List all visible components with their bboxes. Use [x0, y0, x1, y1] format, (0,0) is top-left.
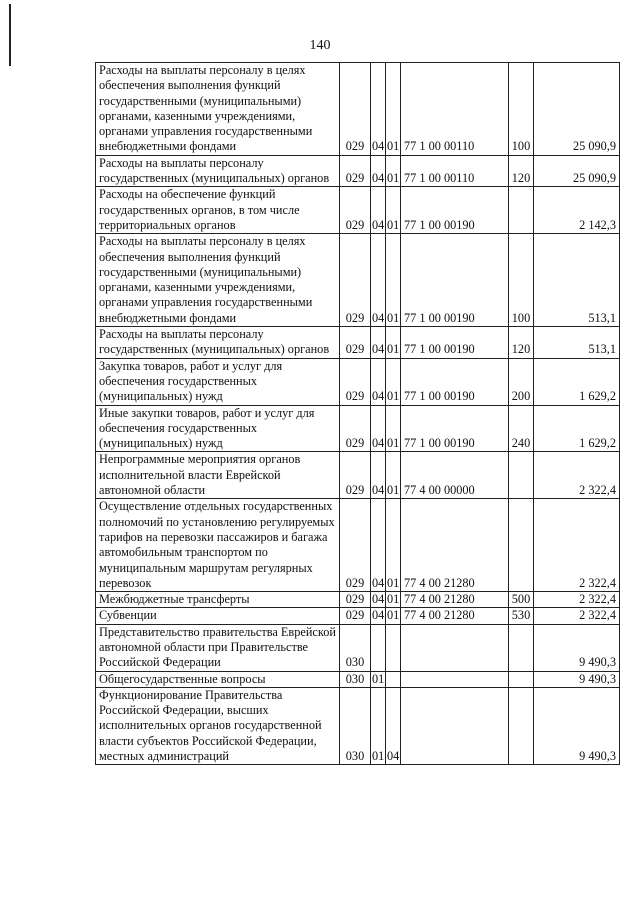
- target-article-code: 77 1 00 00110: [401, 63, 509, 156]
- section-code: 04: [371, 452, 386, 499]
- grbs-code: 029: [340, 358, 371, 405]
- amount: 25 090,9: [534, 63, 620, 156]
- table-row: [96, 592, 620, 608]
- expense-type-code: 500: [509, 592, 534, 608]
- amount: 9 490,3: [534, 687, 620, 764]
- table-row: [96, 452, 620, 499]
- section-code: 04: [372, 592, 385, 607]
- target-article-code: 77 1 00 00190: [401, 358, 509, 405]
- expense-type-code: 100: [509, 234, 534, 327]
- expense-type-code: 120: [509, 155, 534, 187]
- section-code: 04: [371, 405, 386, 452]
- item-name: Осуществление отдельных государственных полномочий по установлению регулируемых тарифов на перевозки пассажиров и багажа автомобильным транспортом по муниципальным маршрутам регулярных перевозок: [96, 499, 340, 592]
- amount: 9 490,3: [534, 671, 620, 687]
- table-row: [96, 624, 620, 671]
- subsection-code: 01: [386, 155, 401, 187]
- table-row: [96, 687, 620, 764]
- amount: 1 629,2: [534, 405, 620, 452]
- amount: 2 322,4: [534, 452, 620, 499]
- section-code: 01: [372, 671, 385, 686]
- grbs-code: 030: [340, 671, 371, 687]
- grbs-code: 029: [340, 234, 371, 327]
- target-article-code: 77 1 00 00190: [401, 327, 509, 359]
- page-number: 140: [309, 38, 331, 53]
- grbs-code: 029: [340, 187, 371, 234]
- table-row: [96, 63, 620, 156]
- table-body: [96, 63, 620, 765]
- target-article-code: 77 1 00 00110: [401, 155, 509, 187]
- subsection-code: [386, 671, 401, 687]
- expense-type-code: [509, 187, 534, 234]
- item-name: Расходы на выплаты персоналу в целях обеспечения выполнения функций государственными (муниципальными) органами, казенными учреждениями, органами управления государственными внебюджетными фондами: [96, 63, 340, 156]
- grbs-code: 029: [340, 452, 371, 499]
- target-article-code: 77 4 00 21280: [401, 499, 509, 592]
- grbs-code: 030: [340, 687, 371, 764]
- target-article-code: 77 4 00 21280: [401, 608, 509, 624]
- subsection-code: 01: [386, 452, 401, 499]
- item-name: Общегосударственные вопросы: [96, 671, 340, 687]
- subsection-code: 01: [387, 592, 400, 607]
- item-name: Расходы на обеспечение функций государственных органов, в том числе территориальных органов: [96, 187, 340, 234]
- expense-type-code: [509, 452, 534, 499]
- amount: 2 142,3: [534, 187, 620, 234]
- amount: 2 322,4: [534, 608, 620, 624]
- item-name: Расходы на выплаты персоналу государственных (муниципальных) органов: [96, 155, 340, 187]
- expense-type-code: 530: [509, 608, 534, 624]
- table-row: [96, 187, 620, 234]
- amount: 25 090,9: [534, 155, 620, 187]
- grbs-code: 029: [340, 155, 371, 187]
- subsection-code: 01: [386, 187, 401, 234]
- grbs-code: 029: [340, 499, 371, 592]
- table-row: [96, 327, 620, 359]
- amount: 2 322,4: [534, 592, 620, 608]
- expense-type-code: 120: [509, 327, 534, 359]
- section-code: 04: [372, 608, 385, 623]
- target-article-code: [401, 671, 509, 687]
- subsection-code: [386, 624, 401, 671]
- margin-line: [9, 4, 11, 66]
- subsection-code: 01: [386, 327, 401, 359]
- item-name: Функционирование Правительства Российской Федерации, высших исполнительных органов государственной власти субъектов Российской Федерации, местных администраций: [96, 687, 340, 764]
- subsection-code: 01: [386, 63, 401, 156]
- target-article-code: 77 1 00 00190: [401, 405, 509, 452]
- item-name: Межбюджетные трансферты: [96, 592, 340, 608]
- grbs-code: 029: [340, 327, 371, 359]
- section-code: 04: [371, 63, 386, 156]
- table-row: [96, 405, 620, 452]
- expense-type-code: [509, 687, 534, 764]
- item-name: Иные закупки товаров, работ и услуг для обеспечения государственных (муниципальных) нужд: [96, 405, 340, 452]
- subsection-code: 01: [387, 608, 400, 623]
- item-name: Закупка товаров, работ и услуг для обеспечения государственных (муниципальных) нужд: [96, 358, 340, 405]
- target-article-code: [401, 624, 509, 671]
- amount: 513,1: [534, 234, 620, 327]
- target-article-code: 77 1 00 00190: [401, 187, 509, 234]
- grbs-code: 029: [340, 63, 371, 156]
- table-row: [96, 499, 620, 592]
- expense-type-code: 200: [509, 358, 534, 405]
- section-code: 04: [371, 155, 386, 187]
- grbs-code: 030: [340, 624, 371, 671]
- amount: 9 490,3: [534, 624, 620, 671]
- item-name: Расходы на выплаты персоналу в целях обеспечения выполнения функций государственными (муниципальными) органами, казенными учреждениями, органами управления государственными внебюджетными фондами: [96, 234, 340, 327]
- item-name: Субвенции: [96, 608, 340, 624]
- amount: 1 629,2: [534, 358, 620, 405]
- expense-type-code: 100: [509, 63, 534, 156]
- section-code: 04: [371, 499, 386, 592]
- target-article-code: 77 4 00 21280: [401, 592, 509, 608]
- target-article-code: [401, 687, 509, 764]
- grbs-code: 029: [340, 608, 371, 624]
- subsection-code: 01: [386, 234, 401, 327]
- subsection-code: 01: [386, 405, 401, 452]
- amount: 513,1: [534, 327, 620, 359]
- expense-type-code: 240: [509, 405, 534, 452]
- amount: 2 322,4: [534, 499, 620, 592]
- subsection-code: 04: [386, 687, 401, 764]
- subsection-code: 01: [386, 358, 401, 405]
- item-name: Непрограммные мероприятия органов исполнительной власти Еврейской автономной области: [96, 452, 340, 499]
- section-code: 01: [371, 687, 386, 764]
- budget-table: [95, 62, 620, 765]
- table-row: [96, 358, 620, 405]
- section-code: 04: [371, 187, 386, 234]
- table-row: [96, 155, 620, 187]
- section-code: 04: [371, 358, 386, 405]
- expense-type-code: [509, 624, 534, 671]
- item-name: Расходы на выплаты персоналу государственных (муниципальных) органов: [96, 327, 340, 359]
- grbs-code: 029: [340, 592, 371, 608]
- expense-type-code: [509, 671, 534, 687]
- subsection-code: 01: [386, 499, 401, 592]
- target-article-code: 77 4 00 00000: [401, 452, 509, 499]
- section-code: 04: [371, 234, 386, 327]
- table-row: [96, 234, 620, 327]
- section-code: [371, 624, 386, 671]
- section-code: 04: [371, 327, 386, 359]
- item-name: Представительство правительства Еврейской автономной области при Правительстве Российской Федерации: [96, 624, 340, 671]
- grbs-code: 029: [340, 405, 371, 452]
- table-row: [96, 608, 620, 624]
- table-row: [96, 671, 620, 687]
- expense-type-code: [509, 499, 534, 592]
- target-article-code: 77 1 00 00190: [401, 234, 509, 327]
